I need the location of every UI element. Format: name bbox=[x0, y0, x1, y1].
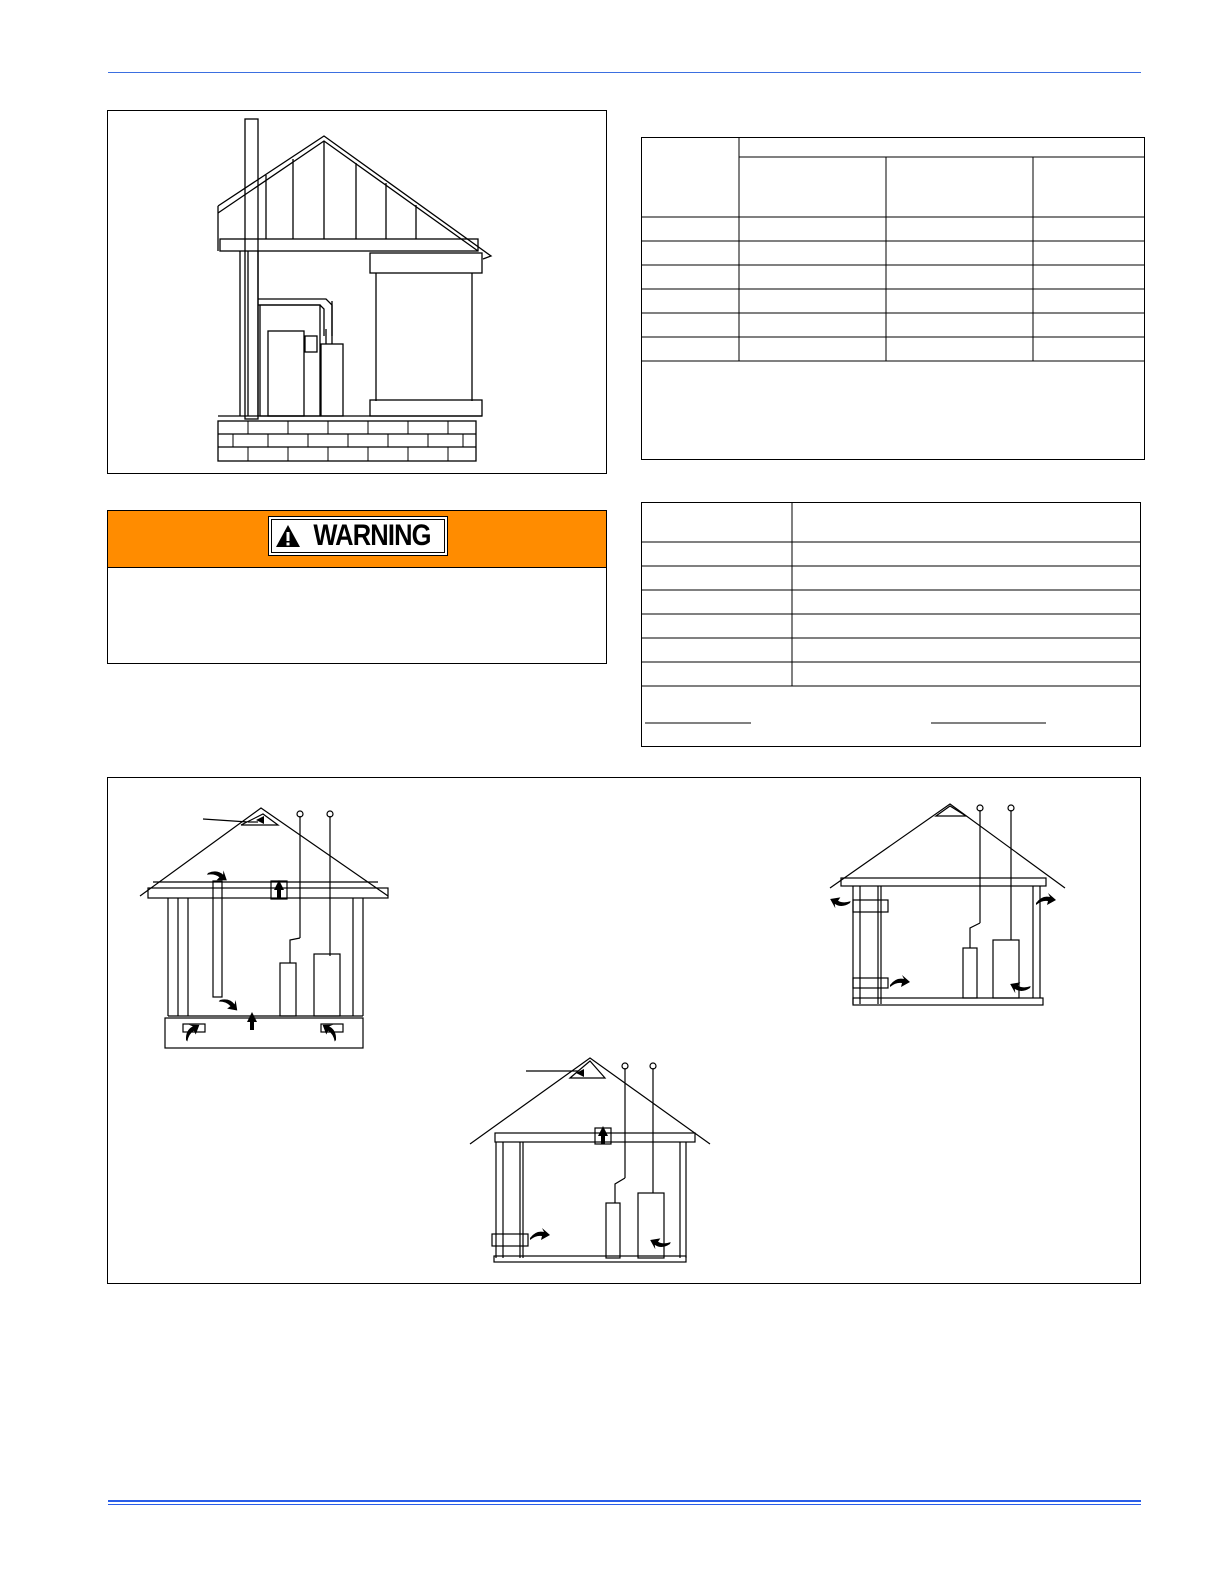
house-cutaway-figure bbox=[107, 110, 607, 474]
table-1-grid bbox=[641, 137, 1145, 460]
house-cutaway-illustration bbox=[108, 111, 606, 473]
ventilation-figure bbox=[107, 777, 1141, 1284]
footer-rule bbox=[108, 1500, 1141, 1505]
house-c bbox=[470, 1058, 710, 1262]
warning-triangle-icon bbox=[275, 523, 301, 549]
house-b bbox=[830, 804, 1065, 1005]
table-2-grid bbox=[641, 502, 1141, 747]
warning-badge bbox=[268, 516, 448, 556]
attic-ventilation-illustrations bbox=[108, 778, 1140, 1283]
header-rule bbox=[108, 72, 1141, 73]
table-2 bbox=[641, 502, 1141, 747]
house-a bbox=[140, 808, 388, 1048]
warning-header bbox=[108, 511, 606, 568]
warning-label: WARNING bbox=[313, 519, 431, 552]
warning-box bbox=[107, 510, 607, 664]
table-1 bbox=[641, 137, 1145, 460]
